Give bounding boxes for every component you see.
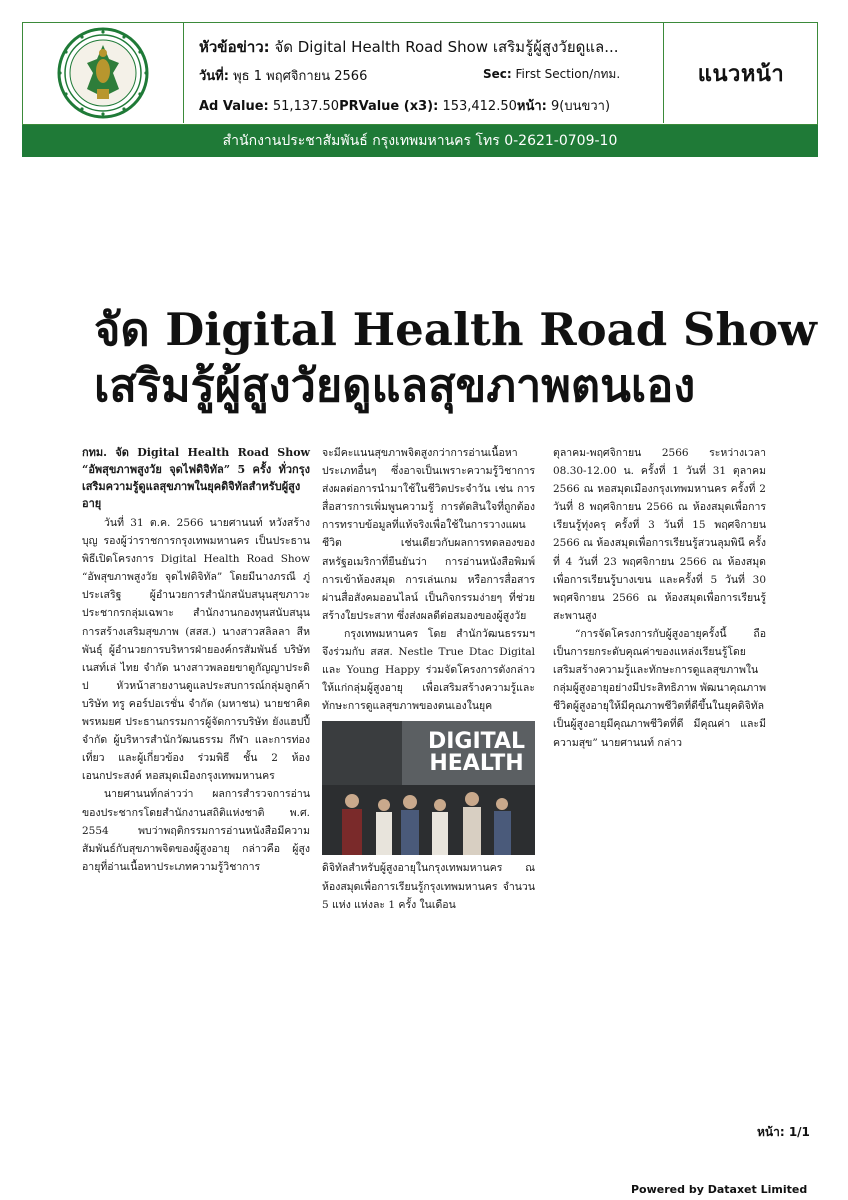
powered-by-footer: Powered by Dataxet Limited (631, 1183, 808, 1196)
ad-value: 51,137.50 (272, 99, 340, 114)
sec-value: First Section/กทม. (515, 67, 621, 81)
section-row (483, 65, 620, 84)
publication-cell (663, 23, 818, 123)
date-row (199, 65, 367, 86)
page-count: หน้า: 1/1 (757, 1125, 810, 1139)
clipping-meta (183, 23, 663, 123)
date-value: พุธ 1 พฤศจิกายน 2566 (233, 69, 368, 84)
participants-silhouettes (322, 785, 535, 855)
bma-seal-logo (23, 23, 183, 123)
article-column-1 (82, 444, 310, 876)
photo-banner-text: DIGITAL HEALTH (427, 729, 526, 777)
page-label: หน้า: (516, 99, 547, 114)
headline-line-1: จัด Digital Health Road Show (94, 303, 817, 356)
headline-line-2: เสริมรู้ผู้สูงวัยดูแลสุขภาพตนเอง (94, 359, 696, 412)
value-row (199, 95, 610, 116)
pr-value: 153,412.50 (442, 99, 517, 114)
article-headline (94, 302, 817, 414)
sec-label: Sec: (483, 67, 512, 81)
paragraph: นายศานนท์กล่าวว่า ผลการสำรวจการอ่านของประชากรโดยสำนักงานสถิติแห่งชาติ พ.ศ. 2554 พบว่าพฤติกรรมการอ่านหนังสือมีความสัมพันธ์กับสุขภาพจิตของผู้สูงอายุ กล่าวคือ ผู้สูงอายุที่อ่านเนื้อหาประเภทความรู้วิชาการ (82, 788, 310, 873)
title-value: จัด Digital Health Road Show เสริมรู้ผู้สูงวัยดูแล... (274, 38, 619, 56)
quote-paragraph: “การจัดโครงการกับผู้สูงอายุครั้งนี้ ถือเป็นการยกระดับคุณค่าของแหล่งเรียนรู้โดยเสริมสร้างความรู้และทักษะการดูแลสุขภาพในกลุ่มผู้สูงอายุอย่างมีประสิทธิภาพ พัฒนาคุณภาพชีวิตผู้สูงอายุให้มีคุณภาพชีวิตที่ดีขึ้นในยุคดิจิทัล เป็นผู้สูงอายุมีคุณภาพชีวิตที่ดี มีคุณค่า และมีความสุข” นายศานนท์ กล่าว (553, 627, 766, 749)
agency-contact-bar: สำนักงานประชาสัมพันธ์ กรุงเทพมหานคร โทร 0-2621-0709-10 (22, 125, 818, 157)
pr-value-label: PRValue (x3): (339, 99, 439, 114)
article-column-3 (553, 444, 766, 752)
date-label: วันที่: (199, 69, 229, 84)
paragraph: วันที่ 31 ต.ค. 2566 นายศานนท์ หวังสร้างบุญ รองผู้ว่าราชการกรุงเทพมหานคร เป็นประธานพิธีเปิดโครงการ Digital Health Road Show “อัพสุขภาพสูงวัย จุดไฟดิจิทัล” โดยมีนางภรณี ภู่ประเสริฐ ผู้อำนวยการสำนักสนับสนุนสุขภาวะประชากรกลุ่มเฉพาะ สำนักงานกองทุนสนับสนุนการสร้างเสริมสุขภาพ (สสส.) นางสาวสลิลลา สีหพันธุ์ ผู้อำนวยการบริหารฝ่ายองค์กรสัมพันธ์ บริษัท เนสท์เล่ ไทย จำกัด นางสาวพลอยขาดูกัญญาประดิป หัวหน้าสายงานดูแลประสบการณ์กลุ่มลูกค้า บริษัท ทรู คอร์ปอเรชั่น จำกัด (มหาชน) นายชาคิต พรหมยศ ประธานกรรมการผู้จัดการบริษัท ยังแฮปปี้ จำกัด ผู้บริหารสำนักวัฒนธรรม กีฬา และการท่องเที่ยว และผู้เกี่ยวข้อง ร่วมพิธี ชั้น 2 ห้องเอนกประสงค์ หอสมุดเมืองกรุงเทพมหานคร (82, 517, 310, 783)
event-photo (322, 721, 535, 855)
ad-value-label: Ad Value: (199, 99, 269, 114)
publication-name: แนวหน้า (697, 61, 785, 87)
bma-seal-cell (23, 23, 184, 123)
paragraph: ตุลาคม-พฤศจิกายน 2566 ระหว่างเวลา 08.30-12.00 น. ครั้งที่ 1 วันที่ 31 ตุลาคม 2566 ณ หอสมุดเมืองกรุงเทพมหานคร ครั้งที่ 2 วันที่ 8 พฤศจิกายน 2566 ณ ห้องสมุดเพื่อการเรียนรู้ทุ่งครุ ครั้งที่ 3 วันที่ 15 พฤศจิกายน 2566 ณ ห้องสมุดเพื่อการเรียนรู้สวนลุมพินี ครั้งที่ 4 วันที่ 23 พฤศจิกายน 2566 ณ ห้องสมุดเพื่อการเรียนรู้บางเขน และครั้งที่ 5 วันที่ 30 พฤศจิกายน 2566 ณ ห้องสมุดเพื่อการเรียนรู้สะพานสูง (553, 447, 766, 622)
page-value: 9(บนขวา) (550, 99, 611, 114)
article-column-2 (322, 444, 535, 914)
title-label: หัวข้อข่าว: (199, 38, 270, 56)
news-title-row (199, 35, 619, 59)
photo-caption-continuation: ดิจิทัลสำหรับผู้สูงอายุในกรุงเทพมหานคร ณ ห้องสมุดเพื่อการเรียนรู้กรุงเทพมหานคร จำนวน 5 แห่ง แห่งละ 1 ครั้ง ในเดือน (322, 862, 535, 911)
paragraph: จะมีคะแนนสุขภาพจิตสูงกว่าการอ่านเนื้อหาประเภทอื่นๆ ซึ่งอาจเป็นเพราะความรู้วิชาการส่งผลต่อการนำมาใช้ในชีวิตประจำวัน เช่น การสื่อสารการเพิ่มพูนความรู้ การตัดสินใจที่ถูกต้อง การทราบข้อมูลที่แท้จริงเพื่อใช้ในการวางแผนชีวิต เช่นเดียวกับผลการทดลองของสหรัฐอเมริกาที่ยืนยันว่า การอ่านหนังสือพิมพ์ การเข้าห้องสมุด การเล่นเกม หรือการสื่อสารผ่านสื่อสังคมออนไลน์ เป็นกิจกรรมง่ายๆ ที่ช่วยสร้างใยประสาท ซึ่งส่งผลดีต่อสมองของผู้สูงวัย (322, 447, 535, 622)
clipping-header (22, 22, 818, 125)
paragraph: กรุงเทพมหานคร โดย สำนักวัฒนธรรมฯ จึงร่วมกับ สสส. Nestle True Dtac Digital และ Young Happy ร่วมจัดโครงการดังกล่าวให้แก่กลุ่มผู้สูงอายุ เพื่อเสริมสร้างความรู้และทักษะการดูแลสุขภาพของตนเองในยุค (322, 627, 535, 713)
article-lede: กทม. จัด Digital Health Road Show “อัพสุขภาพสูงวัย จุดไฟดิจิทัล” 5 ครั้ง ทั่วกรุง เสริมความรู้ดูแลสุขภาพในยุคดิจิทัลสำหรับผู้สูงอายุ (82, 446, 310, 510)
